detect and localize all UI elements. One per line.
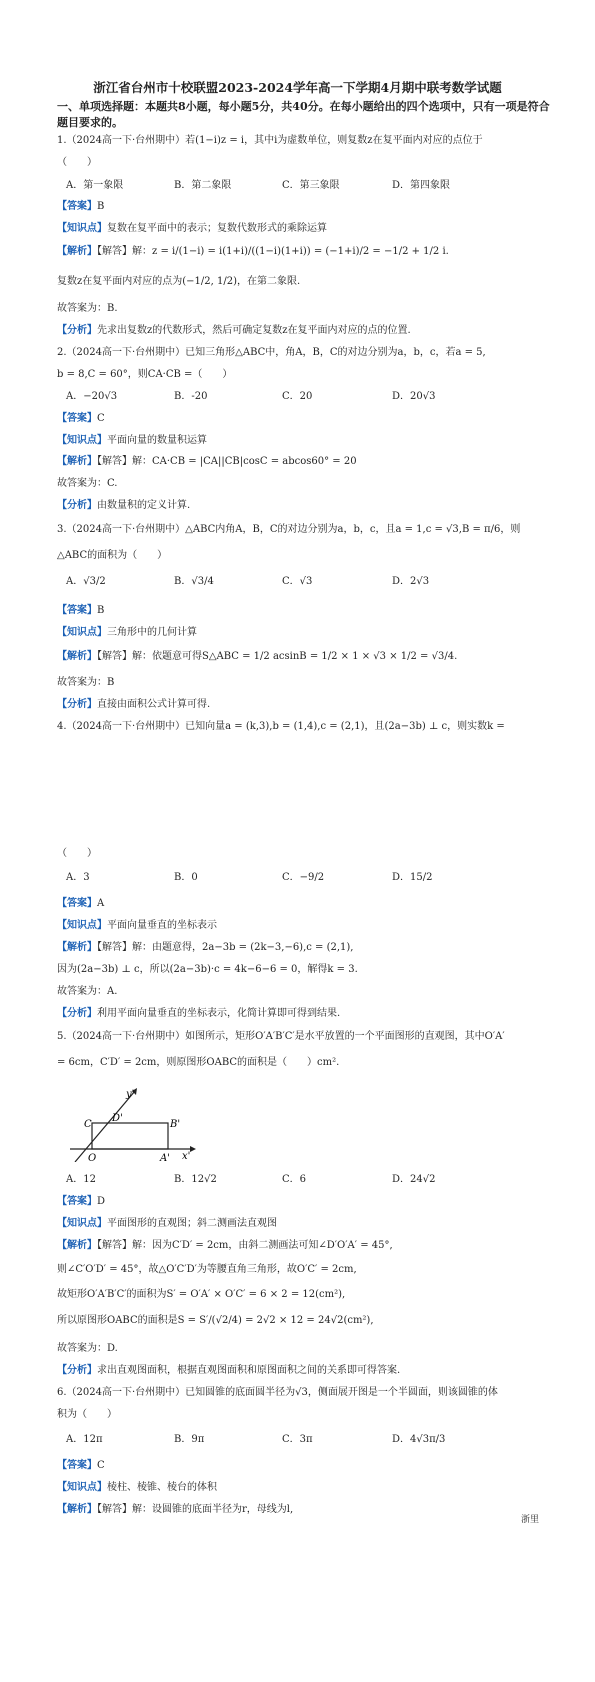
q1-conclusion: 故答案为：B.: [57, 303, 118, 314]
q1-analysis: 【解析】【解答】解：z = i/(1−i) = i(1+i)/((1−i)(1+i)) = (−1+i)/2 = −1/2 + 1/2 i.: [57, 246, 449, 257]
q5-answer: 【答案】D: [57, 1196, 106, 1207]
q1-option-a: A．第一象限: [66, 180, 124, 191]
q6-analysis: 【解析】【解答】解：设圆锥的底面半径为r，母线为l,: [57, 1504, 294, 1515]
q6-stem-line2: 积为（ ）: [57, 1409, 117, 1420]
page-footer: 浙里: [520, 1515, 539, 1525]
label-y: y': [126, 1089, 135, 1100]
q4-option-c: C．−9/2: [282, 872, 325, 883]
q5-extra2: 故矩形O′A′B′C′的面积为S′ = O′A′ × O′C′ = 6 × 2 = 12(cm²),: [57, 1289, 346, 1300]
q2-option-b: B．-20: [174, 391, 208, 402]
q5-option-c: C．6: [282, 1174, 307, 1185]
q6-option-a: A．12π: [66, 1434, 103, 1445]
q5-option-d: D．24√2: [392, 1174, 436, 1185]
rectangle-oabc: [92, 1123, 168, 1149]
q4-stem-blank: （ ）: [57, 848, 97, 859]
label-b: B': [170, 1119, 181, 1130]
q5-analysis: 【解析】【解答】解：因为C′D′ = 2cm，由斜二测画法可知∠D′O′A′ = 45°,: [57, 1240, 393, 1251]
x-axis-arrow: [190, 1146, 196, 1152]
q6-option-d: D．4√3π/3: [392, 1434, 446, 1445]
section-heading: 一、单项选择题：本题共8小题，每小题5分，共40分。在每小题给出的四个选项中，只有一项是符合题目要求的。: [57, 100, 550, 129]
q3-conclusion: 故答案为：B: [57, 677, 115, 688]
q1-option-c: C．第三象限: [282, 180, 340, 191]
q6-stem: 6.（2024高一下·台州期中）已知圆锥的底面圆半径为√3，侧面展开图是一个半圆面，则该圆锥的体: [57, 1387, 498, 1398]
q4-option-d: D．15/2: [392, 872, 433, 883]
q3-answer: 【答案】B: [57, 605, 105, 616]
q6-knowledge: 【知识点】棱柱、棱锥、棱台的体积: [57, 1482, 217, 1493]
q6-option-b: B．9π: [174, 1434, 205, 1445]
q3-knowledge: 【知识点】三角形中的几何计算: [57, 627, 197, 638]
q2-option-a: A．−20√3: [66, 391, 118, 402]
oblique-projection-figure: [70, 1087, 200, 1162]
q3-option-c: C．√3: [282, 576, 313, 587]
q2-stem: 2.（2024高一下·台州期中）已知三角形△ABC中，角A，B，C的对边分别为a，b，c，若a = 5,: [57, 347, 486, 358]
q1-option-d: D．第四象限: [392, 180, 451, 191]
q4-summary: 【分析】利用平面向量垂直的坐标表示，化简计算即可得到结果.: [57, 1008, 341, 1019]
q3-stem-line2: △ABC的面积为（ ）: [57, 550, 168, 561]
q1-stem: 1.（2024高一下·台州期中）若(1−i)z = i，其中i为虚数单位，则复数z在复平面内对应的点位于: [57, 135, 483, 146]
q4-extra: 因为(2a−3b) ⊥ c，所以(2a−3b)·c = 4k−6−6 = 0，解得k = 3.: [57, 964, 358, 975]
q1-answer: 【答案】B: [57, 201, 105, 212]
q2-analysis: 【解析】【解答】解：CA·CB = |CA||CB|cosC = abcos60° = 20: [57, 456, 357, 467]
q3-option-a: A．√3/2: [66, 576, 106, 587]
q1-stem-blank: （ ）: [57, 157, 97, 168]
q2-answer: 【答案】C: [57, 413, 105, 424]
q5-option-a: A．12: [66, 1174, 96, 1185]
q5-extra3: 所以原图形OABC的面积是S = S′/(√2/4) = 2√2 × 12 = 24√2(cm²),: [57, 1315, 374, 1326]
q4-answer: 【答案】A: [57, 898, 105, 909]
q1-option-b: B．第二象限: [174, 180, 232, 191]
q4-option-a: A．3: [66, 872, 90, 883]
q3-option-d: D．2√3: [392, 576, 430, 587]
label-c: C: [84, 1119, 92, 1130]
q4-analysis: 【解析】【解答】解：由题意得，2a−3b = (2k−3,−6),c = (2,1),: [57, 942, 354, 953]
label-a: A': [160, 1153, 170, 1162]
q4-stem: 4.（2024高一下·台州期中）已知向量a = (k,3),b = (1,4),c = (2,1)，且(2a−3b) ⊥ c，则实数k =: [57, 721, 505, 732]
q2-knowledge: 【知识点】平面向量的数量积运算: [57, 435, 207, 446]
label-x: x': [182, 1151, 191, 1162]
q4-knowledge: 【知识点】平面向量垂直的坐标表示: [57, 920, 217, 931]
q5-extra: 则∠C′O′D′ = 45°，故△O′C′D′为等腰直角三角形，故O′C′ = 2cm,: [57, 1264, 357, 1275]
q2-option-c: C．20: [282, 391, 313, 402]
q3-summary: 【分析】直接由面积公式计算可得.: [57, 699, 211, 710]
q5-stem: 5.（2024高一下·台州期中）如图所示，矩形O′A′B′C′是水平放置的一个平面图形的直观图，其中O′A′: [57, 1031, 505, 1042]
q3-analysis: 【解析】【解答】解：依题意可得S△ABC = 1/2 acsinB = 1/2 × 1 × √3 × 1/2 = √3/4.: [57, 651, 458, 662]
q1-summary: 【分析】先求出复数z的代数形式，然后可确定复数z在复平面内对应的点的位置.: [57, 325, 411, 336]
q5-summary: 【分析】求出直观图面积，根据直观图面积和原图面积之间的关系即可得答案.: [57, 1365, 401, 1376]
q2-conclusion: 故答案为：C.: [57, 478, 118, 489]
q1-knowledge: 【知识点】复数在复平面中的表示；复数代数形式的乘除运算: [57, 223, 327, 234]
q3-stem: 3.（2024高一下·台州期中）△ABC内角A，B，C的对边分别为a，b，c，且a = 1,c = √3,B = π/6，则: [57, 524, 521, 535]
q6-answer: 【答案】C: [57, 1460, 105, 1471]
q3-option-b: B．√3/4: [174, 576, 214, 587]
q2-option-d: D．20√3: [392, 391, 436, 402]
q2-summary: 【分析】由数量积的定义计算.: [57, 500, 191, 511]
label-o: O: [88, 1153, 97, 1162]
q5-knowledge: 【知识点】平面图形的直观图；斜二测画法直观图: [57, 1218, 277, 1229]
label-d: D': [112, 1113, 123, 1124]
q5-conclusion: 故答案为：D.: [57, 1343, 118, 1354]
q6-option-c: C．3π: [282, 1434, 313, 1445]
q1-extra: 复数z在复平面内对应的点为(−1/2, 1/2)，在第二象限.: [57, 276, 301, 287]
q2-stem-line2: b = 8,C = 60°，则CA·CB =（ ）: [57, 369, 233, 380]
q4-conclusion: 故答案为：A.: [57, 986, 118, 997]
q5-stem-line2: = 6cm，C′D′ = 2cm，则原图形OABC的面积是（ ）cm².: [57, 1057, 340, 1068]
q4-option-b: B．0: [174, 872, 198, 883]
page-title: 浙江省台州市十校联盟2023-2024学年高一下学期4月期中联考数学试题: [93, 80, 502, 95]
q5-option-b: B．12√2: [174, 1174, 217, 1185]
